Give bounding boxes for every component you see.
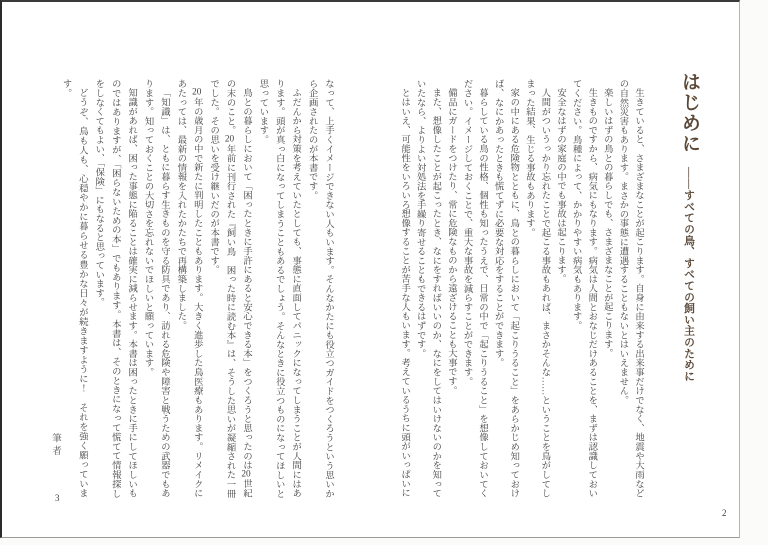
page-number-left: 3 (55, 493, 60, 503)
paragraph: 知識があれば、困った事態に陥ることは確実に減らせます。本書は困ったときに手にしてほしいものではありますが、「困らないための本」でもあります。本書は、そのときになって慌てて情報探しをしなくてもよい、「保険」にもなると思っています。 (93, 79, 137, 498)
paragraph: 備品にガードをつけたり、常に危険なものから遠ざけることも大事です。 (445, 88, 456, 396)
right-page-body-text (335, 79, 645, 498)
paragraph: また、想像したことが起こったとき、なにをすればいいのか、なにをしてはいけないのかを知っていたなら、よりよい対処法を手繰り寄せることもできるはずです。 (414, 79, 441, 498)
chapter-title: はじめに (679, 72, 700, 154)
paragraph: 暮らしている鳥の性格、個性も知ったうえで、日常の中で「起こりうること」を想像しておいてください。イメージしておくことで、重大な事故を減らすことができます。 (461, 79, 488, 498)
tatechuyoko-number: 20 (224, 134, 235, 145)
page-number-right: 2 (722, 508, 727, 518)
paragraph: 人間がついうっかり忘れたことで起こる事故もあれば、まさかそんな……ということを鳥がしてしまった結果、生じる事故もあります。 (523, 79, 550, 498)
paragraph: 鳥との暮らしにおいて「困ったときに手許にあると安心できる本」をつくろうと思ったのは20世紀の末のこと。20年前に刊行された『飼い鳥 困った時に読む本』は、そうした思いが凝縮された一冊でした。その思いを受け継いだのが本書です。 (208, 79, 251, 498)
paragraph: とはいえ、可能性をいろいろ想像することが苦手な人もいます。考えているうちに頭がいっぱいに (399, 88, 410, 498)
paragraph: ふだんから対策を考えていたとしても、事態に直面してパニックになってしまうことが人間にはあります。頭が真っ白になってしまうこともあるでしょう。そんなときに役立つものになってほしいと思っています。 (257, 79, 301, 498)
paragraph: 20年の歳月の中で新たに判明したこともあります。大きく進歩した鳥医療もあります。リメイクにあたっては、最新の情報を入れたかたちで再構築しました。 (175, 79, 202, 498)
paragraph: 楽しいはずの鳥との暮らしでも、さまざまなことが起こります。 (601, 88, 612, 358)
paragraph: 生きていると、さまざまなことが起こります。自身に由来する出来事だけでなく、地震や大雨などの自然災害もあります。まさかの事態に遭遇することもないとはいえません。 (617, 79, 643, 498)
paragraph: なって、上手くイメージできない人もいます。そんなかたにも役立つガイドをつくろうという思いから企画されたのが本書です。 (306, 79, 333, 498)
tatechuyoko-number: 20 (192, 88, 202, 98)
paragraph: 「知識」は、ともに暮らす生きものを守る防具であり、訪れる危険や障害と戦うための武器でもあります。知っておくことの大切さを忘れないでほしいと願っています。 (142, 79, 169, 498)
paragraph: 生きものですから、病気にもなります。病気は人間とおなじだけあることを、まずは認識しておいてください。鳥種によって、かかりやすい病気もあります。 (570, 79, 597, 498)
chapter-title-block (675, 72, 703, 512)
left-page-body-text (26, 79, 336, 498)
author-signature: 筆者 (50, 433, 60, 458)
paragraph: 家の中にある危険物とともに、鳥との暮らしにおいて「起こりうること」をあらかじめ知っておけば、なにかあったときも慌てずに必要な対応をすることができます。 (492, 79, 519, 498)
tatechuyoko-number: 20 (241, 470, 251, 480)
paragraph: どうぞ、鳥も人も、心穏やかに暮らせる豊かな日々が続きますように！ それを強く願っています。 (60, 79, 87, 498)
chapter-subtitle: ——すべての鳥、すべての飼い主のために (683, 167, 695, 382)
paragraph: 安全なはずの家庭の中でも事故は起こります。 (555, 88, 566, 284)
